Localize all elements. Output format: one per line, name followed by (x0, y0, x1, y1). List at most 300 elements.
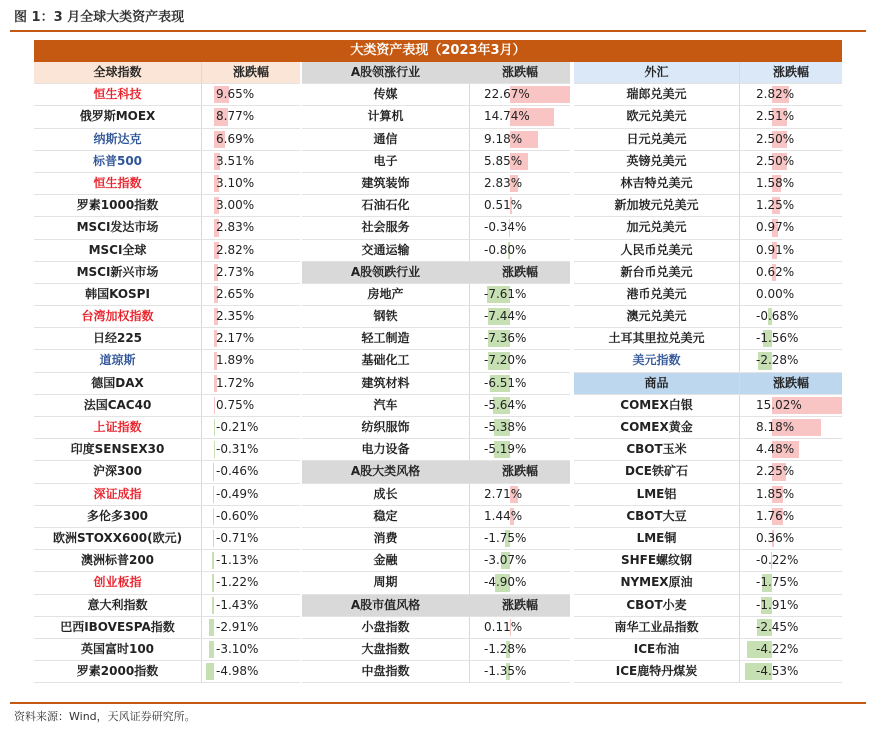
change-value: -1.28% (484, 641, 527, 656)
change-cell (202, 217, 300, 238)
change-value: 2.71% (484, 486, 523, 501)
change-value: 2.73% (216, 264, 255, 279)
change-cell (740, 328, 842, 349)
asset-name: 消费 (302, 528, 470, 549)
change-value: -0.34% (484, 220, 527, 235)
table-row (574, 129, 842, 151)
change-value: 8.18% (756, 420, 795, 434)
table-row (302, 217, 570, 239)
change-value: 2.82% (216, 242, 255, 257)
change-value: -1.56% (756, 331, 799, 346)
table-row (302, 350, 570, 372)
change-value: 2.50% (756, 153, 795, 168)
change-cell (740, 484, 842, 505)
table-title: 大类资产表现（2023年3月） (34, 40, 842, 62)
asset-name: 大盘指数 (302, 639, 470, 660)
asset-name: 电子 (302, 151, 470, 172)
table-row (302, 528, 570, 550)
table-row (302, 306, 570, 328)
change-value: 0.51% (484, 198, 523, 213)
table-row (34, 217, 300, 239)
change-value: 1.89% (216, 353, 255, 368)
asset-performance-table (34, 40, 842, 688)
change-cell (470, 240, 570, 261)
change-cell (470, 106, 570, 127)
table-row (302, 129, 570, 151)
asset-name: 美元指数 (574, 350, 740, 371)
asset-name: 恒生科技 (34, 84, 202, 105)
table-row (574, 350, 842, 372)
change-value: -7.61% (484, 286, 527, 301)
asset-name: 社会服务 (302, 217, 470, 238)
asset-name: 深证成指 (34, 484, 202, 505)
change-cell (202, 484, 300, 505)
change-value: -0.60% (216, 508, 259, 523)
change-cell (202, 439, 300, 460)
change-value: 9.18% (484, 131, 523, 146)
change-value: -5.19% (484, 442, 527, 457)
change-cell (470, 395, 570, 416)
asset-name: 电力设备 (302, 439, 470, 460)
header-label: 全球指数 (34, 62, 202, 83)
asset-name: 欧洲STOXX600(欧元) (34, 528, 202, 549)
table-row (34, 84, 300, 106)
table-row (302, 506, 570, 528)
table-row (34, 595, 300, 617)
asset-name: MSCI发达市场 (34, 217, 202, 238)
asset-name: 英国富时100 (34, 639, 202, 660)
table-row (34, 262, 300, 284)
asset-name: 意大利指数 (34, 595, 202, 616)
change-cell (202, 151, 300, 172)
asset-name: 交通运输 (302, 240, 470, 261)
asset-name: DCE铁矿石 (574, 461, 740, 482)
change-cell (470, 217, 570, 238)
change-cell (202, 129, 300, 150)
change-cell (740, 439, 842, 460)
top-rule (10, 30, 866, 32)
section-header (34, 62, 300, 84)
change-value: 3.00% (216, 198, 255, 213)
header-label: A股市值风格 (302, 595, 470, 616)
change-cell (202, 373, 300, 394)
change-cell (740, 572, 842, 593)
asset-name: 台湾加权指数 (34, 306, 202, 327)
change-cell (202, 262, 300, 283)
change-value: 0.62% (756, 264, 795, 279)
table-row (302, 328, 570, 350)
change-value: -0.31% (216, 442, 259, 457)
table-row (302, 195, 570, 217)
asset-name: 加元兑美元 (574, 217, 740, 238)
change-value: -3.07% (484, 553, 527, 568)
change-value: 8.77% (216, 109, 255, 124)
change-value: -4.53% (756, 664, 799, 679)
change-value: -1.35% (484, 664, 527, 679)
asset-name: COMEX黄金 (574, 417, 740, 438)
change-cell (740, 129, 842, 150)
table-row (34, 484, 300, 506)
table-row (34, 306, 300, 328)
change-value: -0.21% (216, 420, 259, 434)
asset-name: 道琼斯 (34, 350, 202, 371)
section-header (302, 262, 570, 284)
change-value: -5.38% (484, 420, 527, 434)
change-value: -5.64% (484, 397, 527, 412)
change-cell (740, 417, 842, 438)
asset-name: LME铜 (574, 528, 740, 549)
asset-name: 建筑装饰 (302, 173, 470, 194)
change-cell (470, 572, 570, 593)
change-cell (202, 284, 300, 305)
table-row (574, 461, 842, 483)
asset-name: MSCI全球 (34, 240, 202, 261)
change-cell (740, 106, 842, 127)
asset-name: 中盘指数 (302, 661, 470, 682)
change-cell (202, 461, 300, 482)
table-row (574, 617, 842, 639)
change-cell (202, 173, 300, 194)
change-cell (470, 639, 570, 660)
header-change-label: 涨跌幅 (232, 65, 269, 79)
table-row (34, 528, 300, 550)
asset-name: NYMEX原油 (574, 572, 740, 593)
change-cell (202, 84, 300, 105)
change-cell (740, 595, 842, 616)
asset-name: ICE鹿特丹煤炭 (574, 661, 740, 682)
table-row (574, 595, 842, 617)
change-value: -7.44% (484, 309, 527, 324)
change-value: 2.50% (756, 131, 795, 146)
table-row (34, 439, 300, 461)
asset-name: 通信 (302, 129, 470, 150)
header-change-label: 涨跌幅 (501, 65, 538, 79)
asset-name: 纳斯达克 (34, 129, 202, 150)
section-header (574, 373, 842, 395)
asset-name: 巴西IBOVESPA指数 (34, 617, 202, 638)
change-value: 1.58% (756, 175, 795, 190)
change-value: 0.91% (756, 242, 795, 257)
table-row (34, 617, 300, 639)
change-value: 6.69% (216, 131, 255, 146)
asset-name: 日元兑美元 (574, 129, 740, 150)
asset-name: 轻工制造 (302, 328, 470, 349)
change-cell (470, 328, 570, 349)
change-value: 2.83% (216, 220, 255, 235)
change-value: 1.44% (484, 508, 523, 523)
change-cell (202, 395, 300, 416)
change-cell (740, 173, 842, 194)
table-row (34, 661, 300, 683)
table-row (574, 306, 842, 328)
change-cell (202, 595, 300, 616)
table-row (302, 550, 570, 572)
table-row (302, 240, 570, 262)
change-value: -0.71% (216, 530, 259, 545)
change-value: -2.91% (216, 619, 259, 634)
asset-name: 德国DAX (34, 373, 202, 394)
table-row (302, 151, 570, 173)
change-cell (470, 284, 570, 305)
table-row (574, 550, 842, 572)
global-indices-panel (34, 62, 300, 683)
change-cell (740, 639, 842, 660)
table-row (574, 528, 842, 550)
asset-name: 建筑材料 (302, 373, 470, 394)
table-row (34, 373, 300, 395)
asset-name: 港币兑美元 (574, 284, 740, 305)
change-value: -0.68% (756, 309, 799, 324)
change-cell (202, 661, 300, 682)
change-value: 0.11% (484, 619, 523, 634)
change-value: 0.97% (756, 220, 795, 235)
table-row (34, 284, 300, 306)
change-cell (740, 262, 842, 283)
table-row (34, 328, 300, 350)
table-row (574, 661, 842, 683)
table-row (302, 617, 570, 639)
asset-name: 多伦多300 (34, 506, 202, 527)
change-value: 2.83% (484, 175, 523, 190)
table-row (302, 439, 570, 461)
table-row (574, 284, 842, 306)
change-value: -2.45% (756, 619, 799, 634)
change-value: 0.75% (216, 397, 255, 412)
table-row (34, 395, 300, 417)
change-value: 2.25% (756, 464, 795, 479)
header-change-label: 涨跌幅 (772, 375, 809, 390)
section-header (302, 595, 570, 617)
change-cell (740, 217, 842, 238)
change-cell (740, 195, 842, 216)
change-cell (740, 350, 842, 371)
change-cell (202, 417, 300, 438)
table-row (302, 284, 570, 306)
table-row (574, 240, 842, 262)
change-cell (202, 240, 300, 261)
table-row (574, 262, 842, 284)
asset-name: 成长 (302, 484, 470, 505)
asset-name: 韩国KOSPI (34, 284, 202, 305)
asset-name: 澳洲标普200 (34, 550, 202, 571)
change-cell (740, 550, 842, 571)
change-cell (202, 528, 300, 549)
asset-name: LME铝 (574, 484, 740, 505)
asset-name: 人民币兑美元 (574, 240, 740, 261)
change-value: -1.75% (484, 530, 527, 545)
change-cell (470, 151, 570, 172)
change-cell (470, 417, 570, 438)
change-cell (202, 306, 300, 327)
asset-name: 南华工业品指数 (574, 617, 740, 638)
change-cell (470, 84, 570, 105)
table-row (302, 395, 570, 417)
asset-name: 基础化工 (302, 350, 470, 371)
asset-name: 石油石化 (302, 195, 470, 216)
asset-name: 新加坡元兑美元 (574, 195, 740, 216)
change-cell (740, 617, 842, 638)
table-row (302, 173, 570, 195)
asset-name: 沪深300 (34, 461, 202, 482)
change-cell (202, 195, 300, 216)
change-cell (202, 572, 300, 593)
table-row (574, 572, 842, 594)
table-row (34, 550, 300, 572)
change-cell (740, 306, 842, 327)
header-label: 商品 (574, 373, 740, 394)
asset-name: SHFE螺纹钢 (574, 550, 740, 571)
change-cell (740, 661, 842, 682)
asset-name: 土耳其里拉兑美元 (574, 328, 740, 349)
change-cell (470, 306, 570, 327)
change-cell (740, 528, 842, 549)
source-note: 资料来源：Wind，天风证券研究所。 (14, 710, 196, 723)
header-label: 外汇 (574, 62, 740, 83)
change-value: 0.00% (756, 286, 795, 301)
asset-name: CBOT玉米 (574, 439, 740, 460)
table-row (34, 106, 300, 128)
change-value: -1.43% (216, 597, 259, 612)
change-value: 9.65% (216, 87, 255, 102)
table-row (34, 417, 300, 439)
table-row (302, 484, 570, 506)
header-label: A股领涨行业 (302, 62, 470, 83)
change-value: -7.36% (484, 331, 527, 346)
fx-commodities-panel (574, 62, 842, 683)
change-cell (202, 639, 300, 660)
change-value: -0.22% (756, 553, 799, 568)
change-value: -4.22% (756, 641, 799, 656)
asset-name: 钢铁 (302, 306, 470, 327)
asset-name: 上证指数 (34, 417, 202, 438)
asset-name: 欧元兑美元 (574, 106, 740, 127)
change-cell (202, 106, 300, 127)
change-cell (470, 550, 570, 571)
table-row (302, 661, 570, 683)
change-cell (202, 617, 300, 638)
table-row (574, 395, 842, 417)
table-row (574, 439, 842, 461)
change-value: -4.98% (216, 664, 259, 679)
change-value: -4.90% (484, 575, 527, 590)
asset-name: 俄罗斯MOEX (34, 106, 202, 127)
table-row (34, 461, 300, 483)
table-row (34, 151, 300, 173)
asset-name: 计算机 (302, 106, 470, 127)
change-value: 1.25% (756, 198, 795, 213)
change-cell (740, 84, 842, 105)
table-row (34, 639, 300, 661)
change-value: -1.13% (216, 553, 259, 568)
change-cell (470, 129, 570, 150)
change-value: 4.48% (756, 442, 795, 457)
asset-name: 日经225 (34, 328, 202, 349)
bottom-rule (10, 702, 866, 704)
asset-name: 印度SENSEX30 (34, 439, 202, 460)
asset-name: 小盘指数 (302, 617, 470, 638)
change-value: 3.51% (216, 153, 255, 168)
change-value: 2.17% (216, 331, 255, 346)
asset-name: 周期 (302, 572, 470, 593)
change-value: -1.75% (756, 575, 799, 590)
table-row (302, 417, 570, 439)
change-value: 22.67% (484, 87, 530, 102)
change-value: -0.46% (216, 464, 259, 479)
asset-name: 传媒 (302, 84, 470, 105)
table-row (34, 350, 300, 372)
table-row (302, 106, 570, 128)
asset-name: 恒生指数 (34, 173, 202, 194)
table-row (34, 572, 300, 594)
change-cell (740, 461, 842, 482)
change-cell (740, 395, 842, 416)
change-value: 2.35% (216, 309, 255, 324)
header-label: A股领跌行业 (302, 262, 470, 283)
asset-name: ICE布油 (574, 639, 740, 660)
table-row (34, 129, 300, 151)
table-row (34, 195, 300, 217)
a-share-panel (302, 62, 570, 683)
change-cell (470, 350, 570, 371)
header-change-label: 涨跌幅 (501, 597, 538, 612)
table-row (574, 484, 842, 506)
change-value: -7.20% (484, 353, 527, 368)
asset-name: 瑞郎兑美元 (574, 84, 740, 105)
change-cell (470, 484, 570, 505)
change-cell (470, 617, 570, 638)
change-cell (202, 506, 300, 527)
asset-name: 稳定 (302, 506, 470, 527)
asset-name: CBOT小麦 (574, 595, 740, 616)
section-header (302, 62, 570, 84)
change-cell (470, 373, 570, 394)
table-row (574, 328, 842, 350)
table-row (574, 417, 842, 439)
table-row (574, 506, 842, 528)
change-cell (202, 550, 300, 571)
change-value: 1.72% (216, 375, 255, 390)
change-value: 2.65% (216, 286, 255, 301)
change-value: -1.22% (216, 575, 259, 590)
table-row (574, 217, 842, 239)
section-header (574, 62, 842, 84)
table-row (574, 84, 842, 106)
change-cell (470, 195, 570, 216)
change-value: 2.51% (756, 109, 795, 124)
header-change-label: 涨跌幅 (501, 264, 538, 279)
asset-name: 纺织服饰 (302, 417, 470, 438)
asset-name: 法国CAC40 (34, 395, 202, 416)
asset-name: 罗素2000指数 (34, 661, 202, 682)
table-row (574, 639, 842, 661)
asset-name: 创业板指 (34, 572, 202, 593)
table-row (302, 373, 570, 395)
change-value: 5.85% (484, 153, 523, 168)
change-cell (740, 240, 842, 261)
table-row (574, 106, 842, 128)
header-change-label: 涨跌幅 (772, 65, 809, 79)
table-row (302, 572, 570, 594)
change-value: -6.51% (484, 375, 527, 390)
asset-name: 标普500 (34, 151, 202, 172)
change-cell (470, 439, 570, 460)
change-value: 14.74% (484, 109, 530, 124)
table-row (302, 84, 570, 106)
table-row (574, 151, 842, 173)
change-value: 2.82% (756, 87, 795, 102)
change-cell (740, 506, 842, 527)
section-header (302, 461, 570, 483)
